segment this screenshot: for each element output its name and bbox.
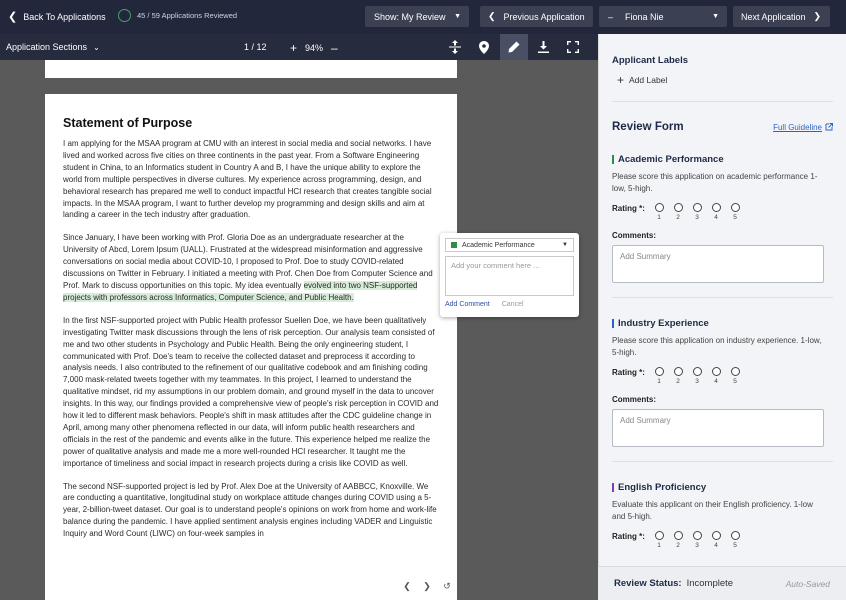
rating-radio-group <box>654 367 740 385</box>
radio-button[interactable] <box>693 203 702 212</box>
chevron-left-icon: ❮ <box>8 11 18 23</box>
review-progress <box>118 9 237 22</box>
chevron-right-icon: ❯ <box>813 11 822 21</box>
rating-radio-group <box>654 531 740 549</box>
rating-number: 4 <box>714 542 718 549</box>
summary-input[interactable]: Add Summary <box>612 245 824 283</box>
page-nav-controls <box>397 578 457 594</box>
divider <box>612 101 833 102</box>
rating-row <box>612 367 833 385</box>
rating-option[interactable] <box>711 531 721 549</box>
section-color-bar <box>612 319 614 328</box>
document-title: Statement of Purpose <box>63 116 193 130</box>
rating-number: 1 <box>657 378 661 385</box>
radio-button[interactable] <box>731 531 740 540</box>
next-label: Next Application <box>741 11 806 22</box>
rating-label: Rating *: <box>612 204 645 213</box>
rating-label: Rating *: <box>612 368 645 377</box>
section-color-bar <box>612 483 614 492</box>
chevron-left-icon[interactable]: ❮ <box>403 580 411 591</box>
cancel-button[interactable]: Cancel <box>501 301 524 308</box>
next-application-button[interactable] <box>733 6 830 27</box>
previous-label: Previous Application <box>503 11 585 22</box>
rating-number: 3 <box>695 542 699 549</box>
chevron-right-icon[interactable]: ❯ <box>423 580 431 591</box>
summary-input[interactable]: Add Summary <box>612 409 824 447</box>
section-academic-performance <box>612 154 833 298</box>
rating-number: 1 <box>657 214 661 221</box>
reviewer-name: Fiona Nie <box>625 11 664 22</box>
rating-option[interactable] <box>654 531 664 549</box>
sections-label: Application Sections <box>6 42 88 52</box>
rating-row <box>612 203 833 221</box>
add-label-button[interactable] <box>617 75 833 85</box>
external-link-icon <box>825 123 833 131</box>
zoom-controls <box>290 41 338 55</box>
rating-number: 1 <box>657 542 661 549</box>
review-form-header <box>612 121 833 133</box>
radio-button[interactable] <box>674 531 683 540</box>
previous-page <box>45 60 457 78</box>
rating-label: Rating *: <box>612 532 645 541</box>
comments-label: Comments: <box>612 395 657 404</box>
zoom-level: 94% <box>305 43 324 53</box>
review-panel <box>598 34 846 600</box>
rating-option[interactable] <box>673 531 683 549</box>
divider <box>612 297 833 298</box>
comments-label: Comments: <box>612 231 657 240</box>
rating-option[interactable] <box>654 367 664 385</box>
rating-radio-group <box>654 203 740 221</box>
radio-button[interactable] <box>693 531 702 540</box>
zoom-out-icon[interactable]: – <box>331 41 338 55</box>
page-indicator: 1 / 12 <box>244 42 267 52</box>
comment-popup <box>440 233 579 317</box>
section-description: Evaluate this applicant on their English proficiency. 1-low and 5-high. <box>612 500 813 521</box>
section-title-text: Industry Experience <box>618 318 709 329</box>
rating-option[interactable] <box>730 531 740 549</box>
reviewer-dropdown[interactable] <box>599 6 727 27</box>
rating-option[interactable] <box>673 367 683 385</box>
section-description: Please score this application on academic performance 1-low, 5-high. <box>612 172 818 193</box>
category-label: Academic Performance <box>462 241 535 249</box>
rating-option[interactable] <box>730 203 740 221</box>
rating-row <box>612 531 833 549</box>
paragraph-2-text: Since January, I have been working with Prof. Gloria Doe as an undergraduate researcher at the University of Abcd, Lorem Ipsum (UALL). Frustrated at the widespread misinformation and aggressive conversations on social media about COVID-10, I proposed to Prof. Doe to study COVID-related discussions on Twitter in February. I initiated a meeting with Prof. Chen Doe from Computer Science and Prof. Mark to discuss opportunities on this topic. My idea eventually <box>63 233 433 290</box>
rating-number: 4 <box>714 214 718 221</box>
back-to-applications-button[interactable] <box>8 10 106 23</box>
radio-button[interactable] <box>712 203 721 212</box>
fit-height-icon[interactable] <box>441 34 469 60</box>
rating-number: 4 <box>714 378 718 385</box>
download-icon[interactable] <box>529 34 557 60</box>
rating-number: 3 <box>695 378 699 385</box>
undo-icon[interactable]: ↺ <box>443 580 451 591</box>
dropdown-arrow-icon: ▼ <box>454 13 461 20</box>
section-title-text: Academic Performance <box>618 154 724 165</box>
pencil-icon[interactable] <box>500 34 528 60</box>
section-title <box>612 154 833 165</box>
rating-option[interactable] <box>711 203 721 221</box>
applicant-labels-title: Applicant Labels <box>612 55 689 66</box>
chevron-down-icon: ▼ <box>562 242 568 248</box>
fullscreen-icon[interactable] <box>559 34 587 60</box>
radio-button[interactable] <box>693 367 702 376</box>
section-english-proficiency <box>612 482 833 549</box>
radio-button[interactable] <box>674 203 683 212</box>
rating-number: 5 <box>733 378 737 385</box>
rating-number: 5 <box>733 214 737 221</box>
guideline-label: Full Guideline <box>773 122 822 132</box>
rating-number: 2 <box>676 542 680 549</box>
show-filter-label: Show: My Review <box>374 11 446 22</box>
rating-number: 5 <box>733 542 737 549</box>
rating-option[interactable] <box>692 531 702 549</box>
radio-button[interactable] <box>655 531 664 540</box>
paragraph-4: The second NSF-supported project is led by Prof. Alex Doe at the University of AABBCC, Knoxville. We are conducting a quantitative, longitudinal study on workplace attitude changes during COVID using a 5-year, 2-billion-tweet dataset. Our goal is to understand people's opinions on work from home and work-life balance during the pandemic. I have applied sentiment analysis engines including VADER and Linguistic Inquiry and Word Count (LIWC) on four-week samples in <box>63 481 437 539</box>
back-label: Back To Applications <box>23 11 106 22</box>
divider <box>612 461 833 462</box>
section-title <box>612 482 833 493</box>
top-bar <box>0 0 846 34</box>
location-pin-icon[interactable] <box>470 34 498 60</box>
rating-option[interactable] <box>730 367 740 385</box>
previous-application-button[interactable] <box>480 6 593 27</box>
comment-actions <box>445 301 574 308</box>
document-viewer[interactable] <box>0 60 598 600</box>
radio-button[interactable] <box>731 367 740 376</box>
review-status-value: Incomplete <box>686 578 734 589</box>
review-status-label: Review Status: <box>614 578 682 589</box>
document-page[interactable] <box>45 94 457 600</box>
radio-button[interactable] <box>731 203 740 212</box>
show-filter-dropdown[interactable] <box>365 6 469 27</box>
application-sections-dropdown[interactable] <box>6 42 100 52</box>
section-industry-experience <box>612 318 833 462</box>
add-label-text: Add Label <box>629 75 668 85</box>
comment-category-select[interactable] <box>445 238 574 252</box>
radio-button[interactable] <box>712 531 721 540</box>
radio-button[interactable] <box>655 367 664 376</box>
paragraph-3: In the first NSF-supported project with Public Health professor Suellen Doe, we have been qualitatively investigating Twitter mask discussions through the lens of risk perception. Our analysis team consisted of me and two other students in Psychology and Public Health. Being the only engineering student, I communicated with Prof. Doe's team to receive the collected dataset and preprocess it according to analysis needs. I also contributed to the refinement of our qualitative codebook and am finishing coding 7,000 mask-related tweets together with my teammates. In this project, I learned to understand the qualitative mindset, rid my assumptions in our problem domain, and ground myself in the data to uncover insights. In this way, our findings provided a comprehensive view of people's risk perception in COVID and how it led to different mask behaviors. People's shift in mask attitudes after the CDC guideline change in April, among many other phenomena reflected in our data, will inform public health researchers and officials in the rest of the pandemic and events alike in the future. This experience helped me realize the power of qualitative analysis and made me a more well-rounded HCI researcher. It taught me the importance of timeliness and social impact in research projects during a crisis like COVID as well. <box>63 315 439 468</box>
section-title-text: English Proficiency <box>618 482 707 493</box>
radio-button[interactable] <box>655 203 664 212</box>
chevron-left-icon: ❮ <box>488 11 496 21</box>
rating-option[interactable] <box>711 367 721 385</box>
section-description: Please score this application on industry experience. 1-low, 5-high. <box>612 336 822 357</box>
rating-number: 3 <box>695 214 699 221</box>
review-form-title: Review Form <box>612 121 684 133</box>
plus-icon: + <box>617 73 625 87</box>
highlighted-text[interactable]: evolved into two NSF-supported projects with professors across Informatics, Computer Science, and Public Health. <box>63 280 418 302</box>
category-color-swatch <box>451 242 457 248</box>
review-status-bar <box>598 566 846 600</box>
radio-button[interactable] <box>674 367 683 376</box>
rating-number: 2 <box>676 214 680 221</box>
paragraph-1: I am applying for the MSAA program at CMU with an interest in social media and social networks. I have lived and worked across five cities on three continents in the past year. From a Software Engineering student in China, to an Informatics student in Country A and B, I have the unique ability to explore the world from multiple perspectives in diverse cultures. My experience across programming, design, and behavioral research has prepared me well to conduct impactful HCI research that creates tangible social impacts. In the MSAA program, I want to further develop my programming and design skills and aim at landing a career in the tech industry after graduation. <box>63 139 432 220</box>
paragraph-2 <box>63 232 439 303</box>
full-guideline-link[interactable] <box>773 123 833 132</box>
viewer-toolbar <box>0 34 598 60</box>
radio-button[interactable] <box>712 367 721 376</box>
rating-option[interactable] <box>692 203 702 221</box>
progress-text: 45 / 59 Applications Reviewed <box>137 11 238 20</box>
zoom-in-icon[interactable]: + <box>290 41 298 55</box>
rating-option[interactable] <box>673 203 683 221</box>
add-comment-button[interactable]: Add Comment <box>445 301 490 308</box>
rating-option[interactable] <box>654 203 664 221</box>
progress-ring-icon <box>118 9 131 22</box>
dropdown-arrow-icon: ▼ <box>712 13 719 20</box>
autosaved-indicator: Auto-Saved <box>785 578 830 589</box>
comment-input[interactable]: Add your comment here ... <box>445 256 574 296</box>
minus-icon: – <box>608 11 614 22</box>
rating-number: 2 <box>676 378 680 385</box>
section-color-bar <box>612 155 614 164</box>
section-title <box>612 318 833 329</box>
rating-option[interactable] <box>692 367 702 385</box>
chevron-down-icon: ⌄ <box>93 42 100 52</box>
